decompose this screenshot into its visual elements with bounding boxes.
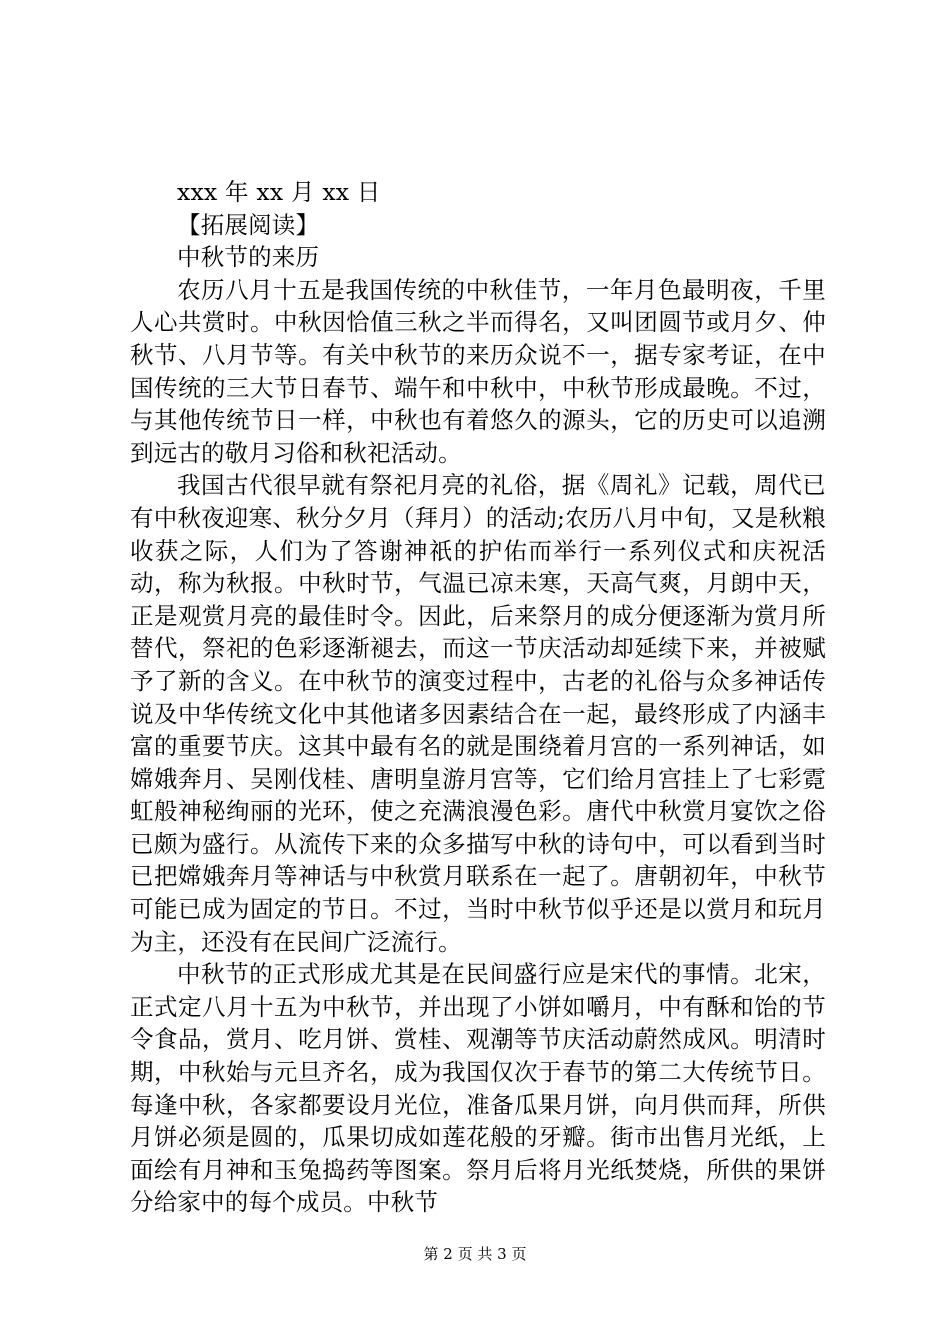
section-label: 【拓展阅读】: [177, 210, 320, 239]
paragraph-1: 农历八月十五是我国传统的中秋佳节，一年月色最明夜，千里人心共赏时。中秋因恰值三秋之半而得名，又叫团圆节或月夕、仲秋节、八月节等。有关中秋节的来历众说不一，据专家考证，在中国传统的三大节日春节、端午和中秋中，中秋节形成最晚。不过，与其他传统节日一样，中秋也有着悠久的源头，它的历史可以追溯到远古的敬月习俗和秋祀活动。: [130, 275, 826, 467]
document-body: [130, 176, 826, 1219]
paragraph-2: 我国古代很早就有祭祀月亮的礼俗，据《周礼》记载，周代已有中秋夜迎寒、秋分夕月（拜月）的活动;农历八月中旬，又是秋粮收获之际，人们为了答谢神祇的护佑而举行一系列仪式和庆祝活动，称为秋报。中秋时节，气温已凉未寒，天高气爽，月朗中天，正是观赏月亮的最佳时令。因此，后来祭月的成分便逐渐为赏月所替代，祭祀的色彩逐渐褪去，而这一节庆活动却延续下来，并被赋予了新的含义。在中秋节的演变过程中，古老的礼俗与众多神话传说及中华传统文化中其他诸多因素结合在一起，最终形成了内涵丰富的重要节庆。这其中最有名的就是围绕着月宫的一系列神话，如嫦娥奔月、吴刚伐桂、唐明皇游月宫等，它们给月宫挂上了七彩霓虹般神秘绚丽的光环，使之充满浪漫色彩。唐代中秋赏月宴饮之俗已颇为盛行。从流传下来的众多描写中秋的诗句中，可以看到当时已把嫦娥奔月等神话与中秋赏月联系在一起了。唐朝初年，中秋节可能已成为固定的节日。不过，当时中秋节似乎还是以赏月和玩月为主，还没有在民间广泛流行。: [130, 471, 826, 956]
page-footer: [0, 1244, 950, 1264]
article-title: 中秋节的来历: [177, 243, 320, 272]
paragraph-3: 中秋节的正式形成尤其是在民间盛行应是宋代的事情。北宋，正式定八月十五为中秋节，并出现了小饼如嚼月，中有酥和饴的节令食品，赏月、吃月饼、赏桂、观潮等节庆活动蔚然成风。明清时期，中秋始与元旦齐名，成为我国仅次于春节的第二大传统节日。每逢中秋，各家都要设月光位，准备瓜果月饼，向月供而拜，所供月饼必须是圆的，瓜果切成如莲花般的牙瓣。街市出售月光纸，上面绘有月神和玉兔捣药等图案。祭月后将月光纸焚烧，所供的果饼分给家中的每个成员。中秋节: [130, 960, 826, 1217]
date-line: xxx 年 xx 月 xx 日: [177, 178, 381, 206]
page-number: 第 2 页 共 3 页: [423, 1245, 527, 1263]
